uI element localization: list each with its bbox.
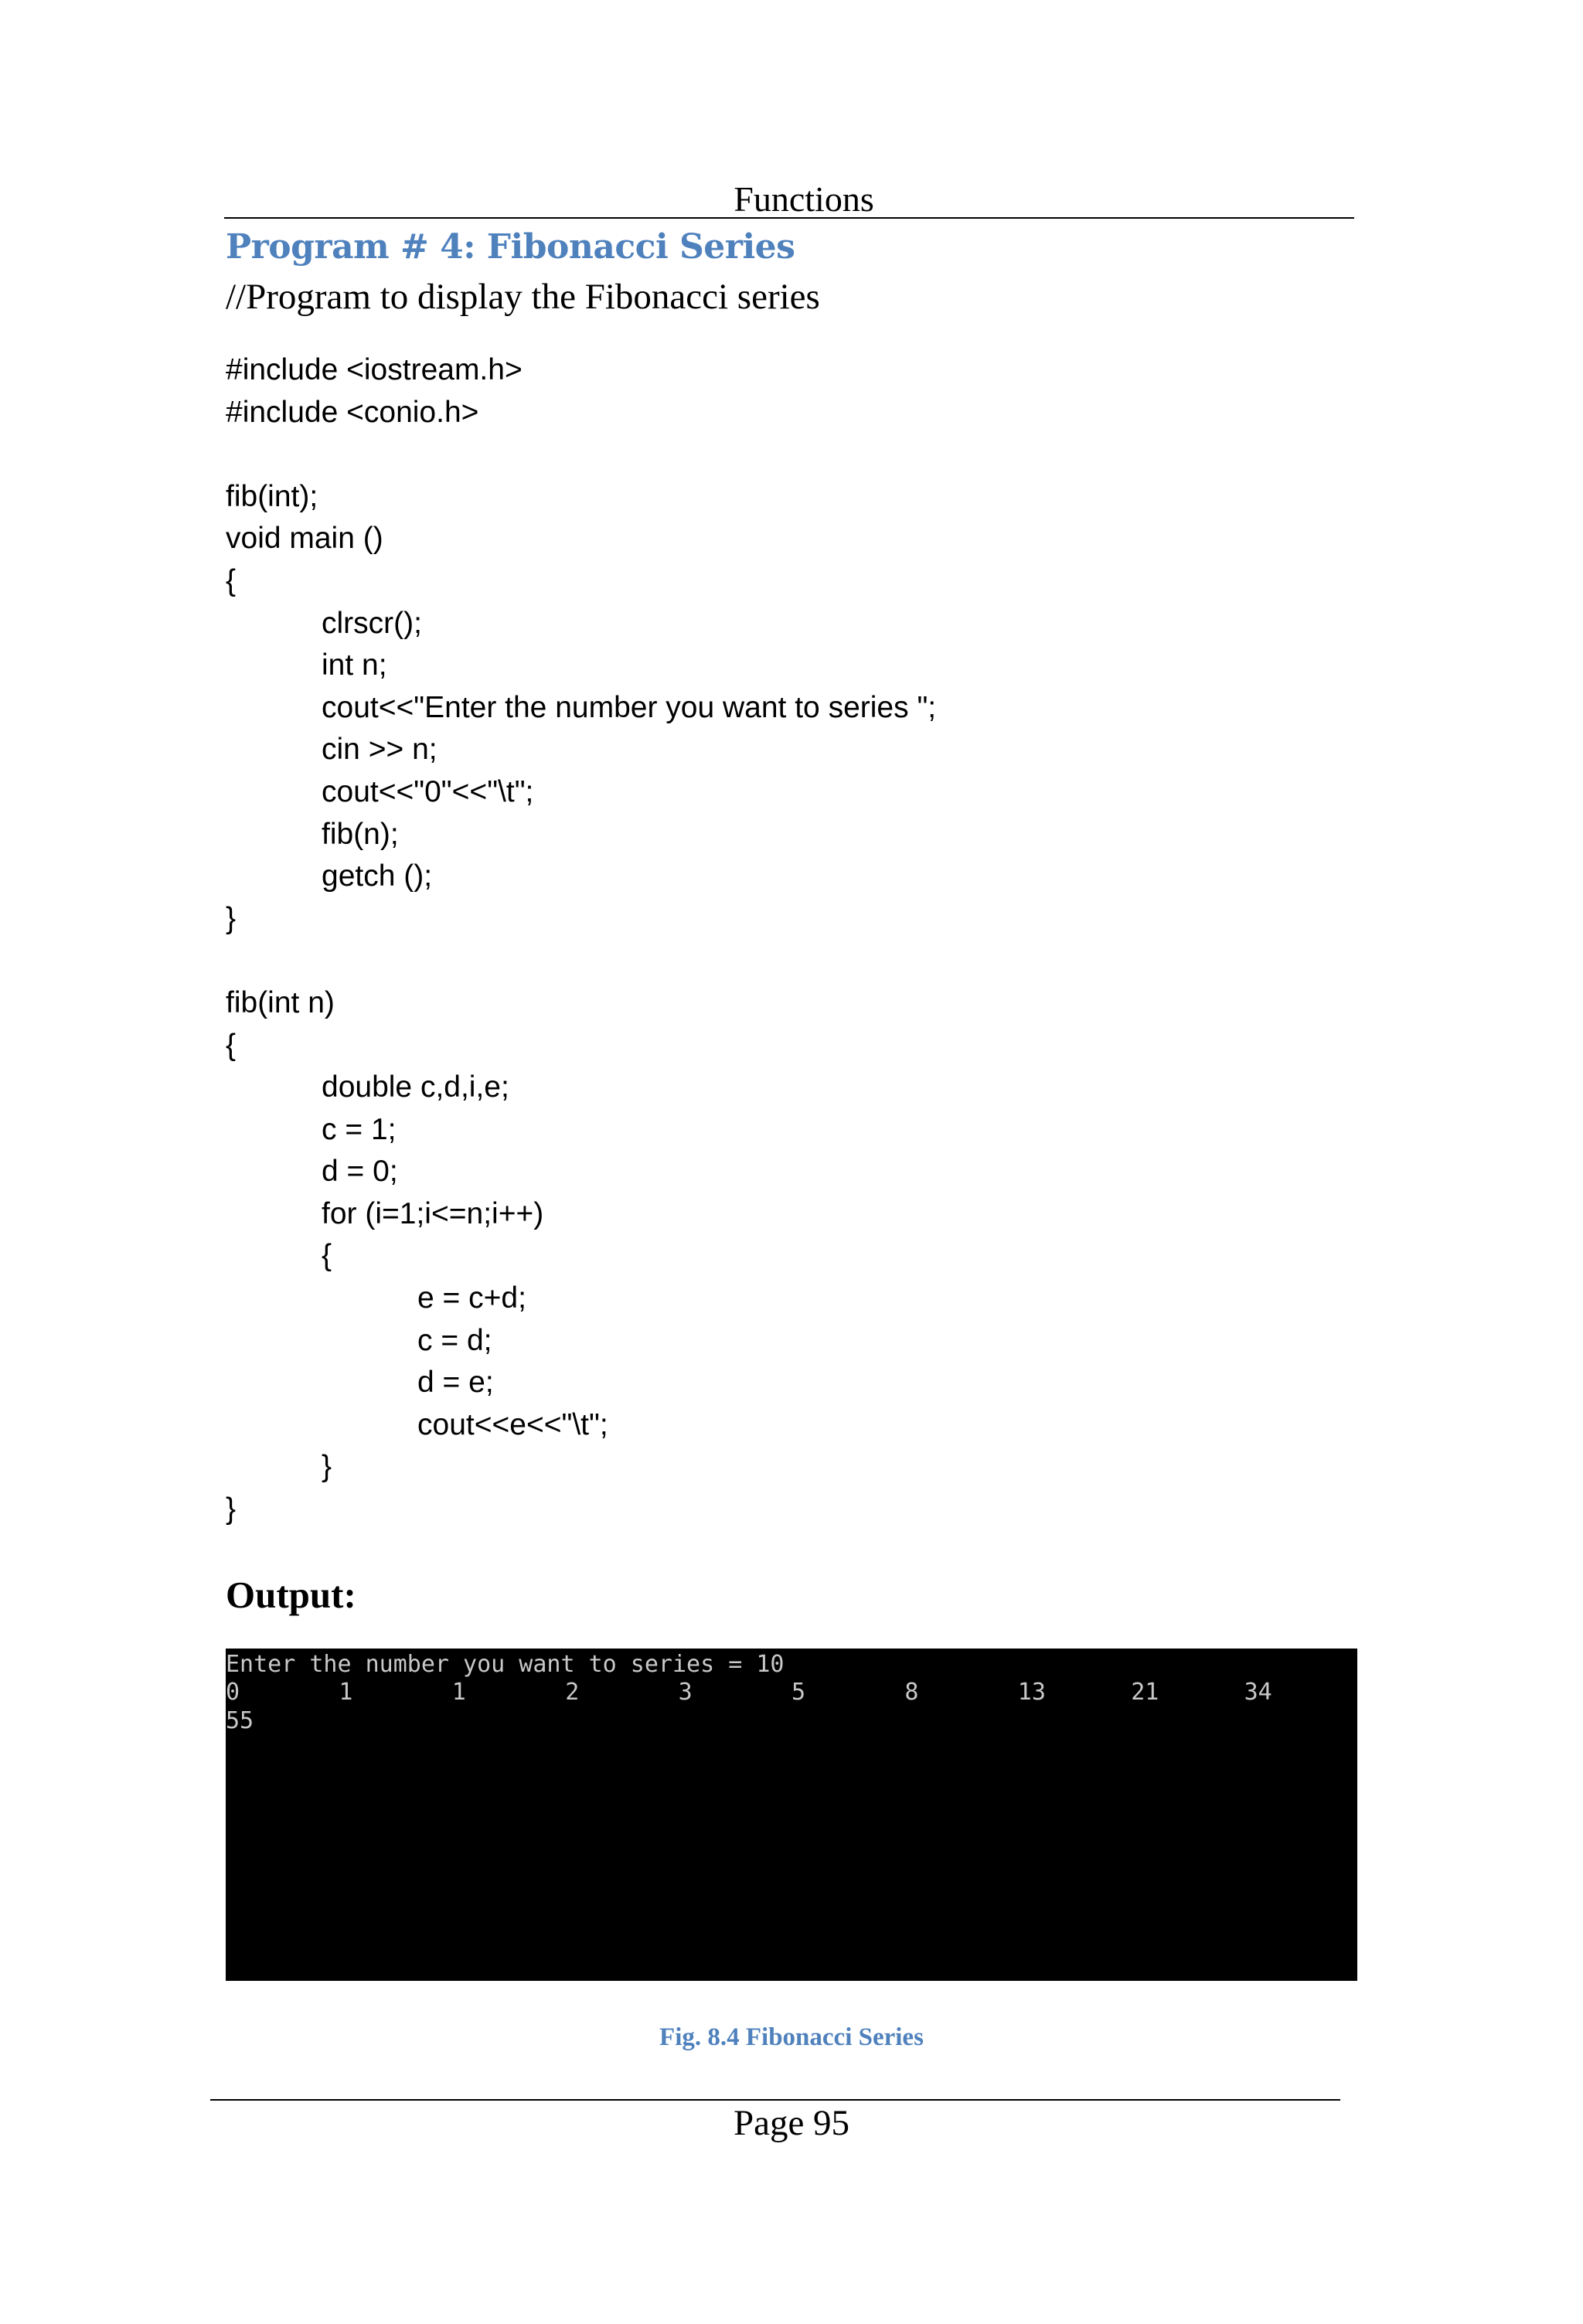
code-line: { xyxy=(226,563,237,597)
console-prompt-line: Enter the number you want to series = 10 xyxy=(226,1651,785,1678)
code-line: #include <iostream.h> xyxy=(226,353,523,386)
console-value: 1 xyxy=(451,1679,466,1706)
console-value: 55 xyxy=(226,1707,254,1734)
code-line xyxy=(226,434,936,476)
console-screenshot xyxy=(226,1649,1357,1981)
code-line: } xyxy=(226,1492,237,1526)
console-output-row-1 xyxy=(226,1678,1357,1706)
code-listing xyxy=(226,349,936,1531)
running-header: Functions xyxy=(734,179,874,219)
code-line: double c,d,i,e; xyxy=(322,1070,509,1104)
code-line: #include <conio.h> xyxy=(226,395,479,429)
code-line: clrscr(); xyxy=(322,606,422,640)
code-line: cout<<"0"<<"\t"; xyxy=(322,774,534,808)
console-value: 0 xyxy=(226,1679,240,1706)
code-line: cout<<"Enter the number you want to series "; xyxy=(322,690,937,724)
code-line: } xyxy=(226,901,237,935)
console-value: 8 xyxy=(904,1679,919,1706)
code-line: { xyxy=(322,1239,332,1273)
code-line: d = 0; xyxy=(322,1155,398,1189)
program-title: Program # 4: Fibonacci Series xyxy=(226,227,795,267)
console-output-row-2 xyxy=(226,1706,1357,1735)
code-line: cin >> n; xyxy=(322,733,437,767)
code-line: c = 1; xyxy=(322,1112,397,1146)
code-line: } xyxy=(322,1450,332,1484)
console-value: 3 xyxy=(678,1679,693,1706)
console-value: 1 xyxy=(339,1679,353,1706)
figure-caption: Fig. 8.4 Fibonacci Series xyxy=(659,2023,924,2051)
console-value: 34 xyxy=(1244,1679,1272,1706)
console-value: 2 xyxy=(565,1679,580,1706)
code-line xyxy=(226,940,936,982)
console-value: 13 xyxy=(1017,1679,1046,1706)
code-line: fib(int n) xyxy=(226,985,335,1019)
code-line: for (i=1;i<=n;i++) xyxy=(322,1196,544,1230)
code-line: fib(int); xyxy=(226,479,318,513)
output-heading: Output: xyxy=(226,1574,356,1616)
code-line: getch (); xyxy=(322,859,433,893)
code-line: { xyxy=(226,1028,237,1062)
code-line: int n; xyxy=(322,648,387,682)
code-line: void main () xyxy=(226,522,383,556)
console-value: 5 xyxy=(792,1679,806,1706)
page-number: Page 95 xyxy=(733,2103,850,2143)
code-line: cout<<e<<"\t"; xyxy=(417,1407,608,1441)
code-line: d = e; xyxy=(417,1366,494,1400)
code-line: c = d; xyxy=(417,1323,492,1357)
header-rule xyxy=(224,217,1354,219)
code-line: fib(n); xyxy=(322,817,399,851)
code-line: e = c+d; xyxy=(417,1281,526,1315)
program-comment: //Program to display the Fibonacci series xyxy=(226,277,820,317)
console-value: 21 xyxy=(1131,1679,1159,1706)
